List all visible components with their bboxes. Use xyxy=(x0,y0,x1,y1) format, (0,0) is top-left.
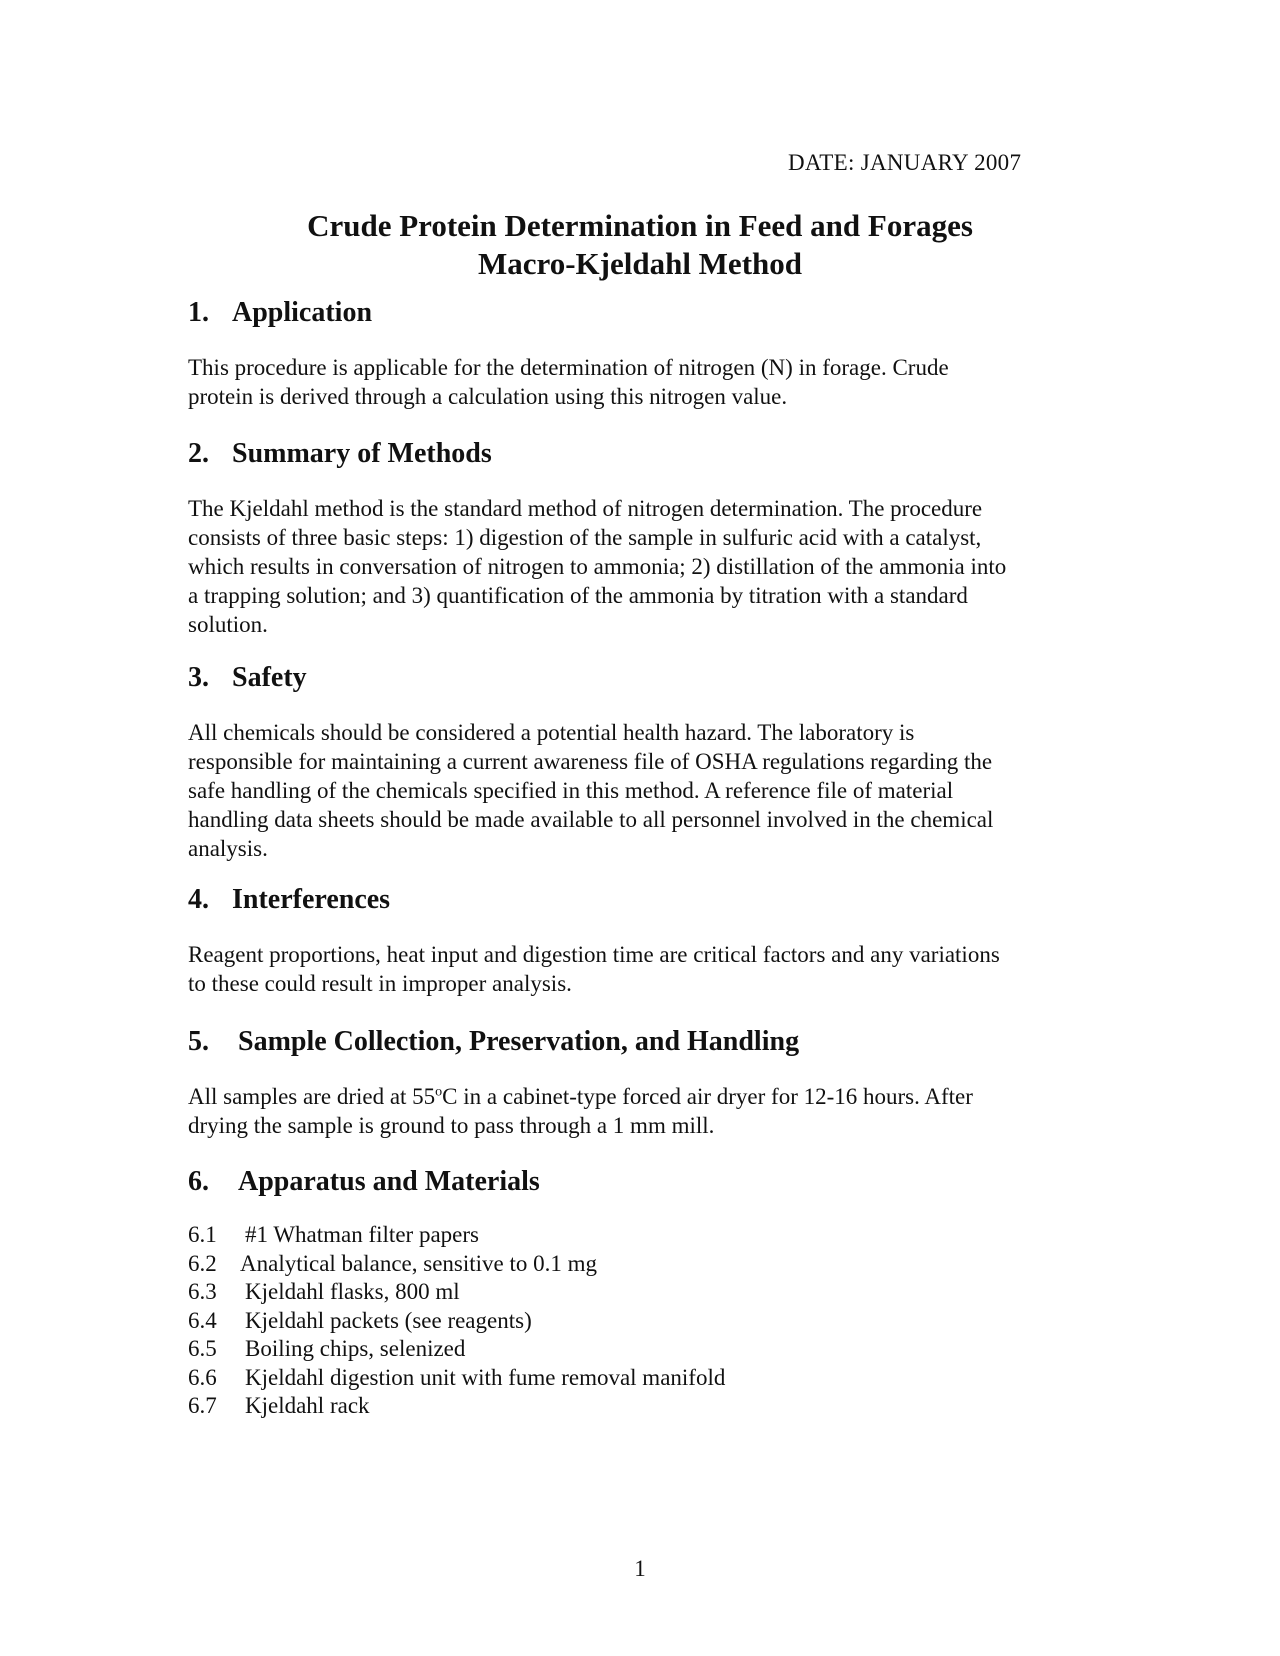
section-summary-of-methods xyxy=(188,437,1088,639)
paragraph-line: consists of three basic steps: 1) digestion of the sample in sulfuric acid with a catalyst, xyxy=(188,525,982,550)
section-sample-collection xyxy=(188,1025,1088,1140)
item-text: Analytical balance, sensitive to 0.1 mg xyxy=(240,1250,598,1276)
item-text: Kjeldahl digestion unit with fume removal manifold xyxy=(245,1364,726,1390)
paragraph-text: All samples are dried at 55 xyxy=(188,1084,436,1109)
item-number: 6.5 xyxy=(188,1336,217,1361)
section-number: 3. xyxy=(188,662,209,693)
item-number: 6.4 xyxy=(188,1307,217,1333)
paragraph-line: All chemicals should be considered a potential health hazard. The laboratory is xyxy=(188,720,915,745)
paragraph-line: This procedure is applicable for the determination of nitrogen (N) in forage. Crude xyxy=(188,355,949,380)
document-date: DATE: JANUARY 2007 xyxy=(788,150,1022,175)
item-text: #1 Whatman filter papers xyxy=(245,1222,479,1247)
title-line-1: Crude Protein Determination in Feed and Forages xyxy=(307,208,973,243)
paragraph-line: responsible for maintaining a current awareness file of OSHA regulations regarding the xyxy=(188,749,993,774)
list-item xyxy=(188,1221,1088,1250)
item-text: Kjeldahl rack xyxy=(245,1393,370,1418)
section-heading xyxy=(188,1165,1088,1199)
item-number: 6.6 xyxy=(188,1364,217,1390)
section-title: Interferences xyxy=(232,884,391,915)
section-heading xyxy=(188,296,1088,330)
section-paragraph xyxy=(188,940,1088,998)
section-paragraph xyxy=(188,718,1088,863)
paragraph-line: Reagent proportions, heat input and digestion time are critical factors and any variations xyxy=(188,942,1000,967)
section-title: Apparatus and Materials xyxy=(238,1166,540,1197)
item-text: Kjeldahl flasks, 800 ml xyxy=(245,1279,460,1304)
section-apparatus-and-materials xyxy=(188,1165,1088,1421)
section-number: 5. xyxy=(188,1026,209,1057)
title-line-2: Macro-Kjeldahl Method xyxy=(477,246,803,281)
paragraph-line: handling data sheets should be made available to all personnel involved in the chemical xyxy=(188,807,994,832)
page-number: 1 xyxy=(634,1556,646,1581)
list-item xyxy=(188,1307,1088,1336)
section-paragraph xyxy=(188,353,1088,411)
section-number: 4. xyxy=(188,884,209,915)
list-item xyxy=(188,1392,1088,1421)
paragraph-line: which results in conversation of nitrogen to ammonia; 2) distillation of the ammonia into xyxy=(188,554,1007,579)
list-item xyxy=(188,1335,1088,1364)
item-number: 6.3 xyxy=(188,1279,217,1304)
paragraph-line xyxy=(188,1082,1088,1111)
list-item xyxy=(188,1278,1088,1307)
item-number: 6.2 xyxy=(188,1250,217,1276)
section-title: Summary of Methods xyxy=(232,438,492,469)
paragraph-line: to these could result in improper analysis. xyxy=(188,971,572,996)
item-text: Boiling chips, selenized xyxy=(245,1336,466,1361)
paragraph-line: solution. xyxy=(188,612,268,637)
document-title xyxy=(0,207,1280,283)
section-title: Sample Collection, Preservation, and Handling xyxy=(238,1026,800,1057)
paragraph-line: drying the sample is ground to pass through a 1 mm mill. xyxy=(188,1113,715,1138)
degree-superscript: o xyxy=(435,1084,443,1100)
paragraph-line: protein is derived through a calculation using this nitrogen value. xyxy=(188,384,788,409)
section-title: Safety xyxy=(232,662,307,693)
section-number: 2. xyxy=(188,438,209,469)
section-number: 6. xyxy=(188,1166,209,1197)
item-number: 6.7 xyxy=(188,1393,217,1418)
section-heading xyxy=(188,1025,1088,1059)
section-paragraph xyxy=(188,1082,1088,1140)
section-heading xyxy=(188,661,1088,695)
section-number: 1. xyxy=(188,297,209,328)
materials-list xyxy=(188,1221,1088,1421)
section-safety xyxy=(188,661,1088,863)
section-heading xyxy=(188,883,1088,917)
paragraph-text: C in a cabinet-type forced air dryer for 12-16 hours. After xyxy=(442,1084,973,1109)
section-interferences xyxy=(188,883,1088,998)
paragraph-line: The Kjeldahl method is the standard method of nitrogen determination. The procedure xyxy=(188,496,983,521)
item-text: Kjeldahl packets (see reagents) xyxy=(245,1307,532,1333)
section-heading xyxy=(188,437,1088,471)
section-paragraph xyxy=(188,494,1088,639)
paragraph-line: a trapping solution; and 3) quantification of the ammonia by titration with a standard xyxy=(188,583,968,608)
paragraph-line: safe handling of the chemicals specified in this method. A reference file of material xyxy=(188,778,954,803)
item-number: 6.1 xyxy=(188,1222,217,1247)
paragraph-line: analysis. xyxy=(188,836,268,861)
section-application xyxy=(188,296,1088,411)
list-item xyxy=(188,1250,1088,1279)
list-item xyxy=(188,1364,1088,1393)
section-title: Application xyxy=(232,297,373,328)
